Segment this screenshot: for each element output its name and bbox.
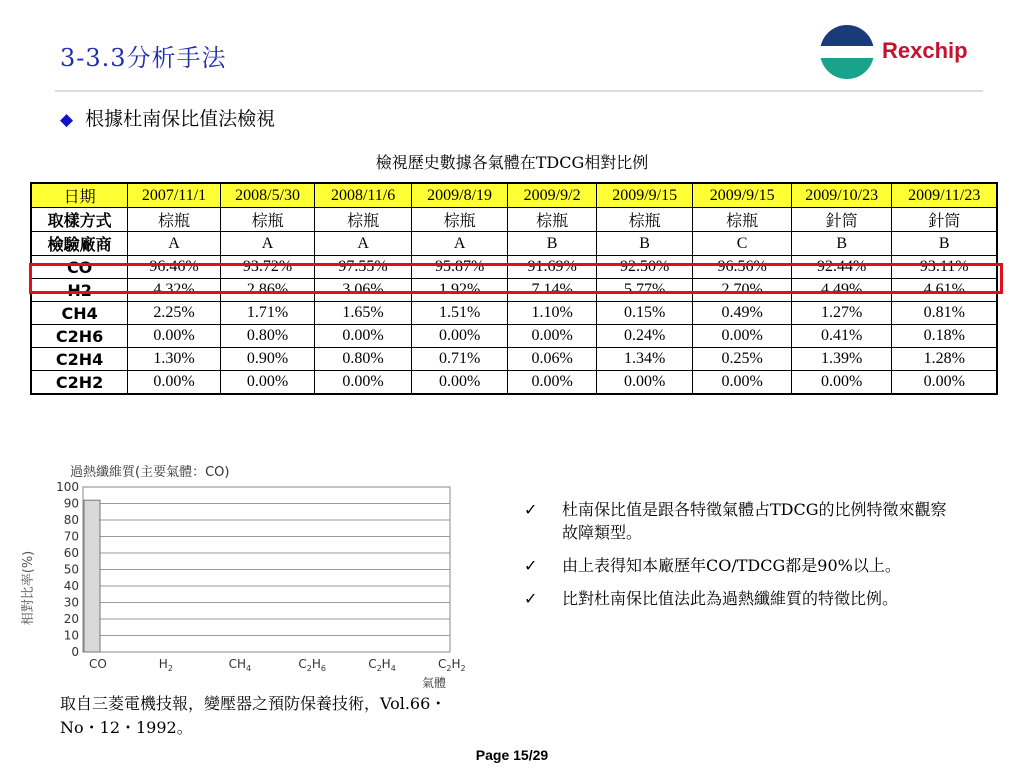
chart-x-axis-label: 氣體: [422, 676, 447, 690]
diamond-bullet-icon: ◆: [60, 110, 74, 130]
check-icon: ✓: [524, 500, 538, 519]
table-cell: 0.00%: [411, 371, 508, 395]
header-divider: [55, 90, 983, 92]
chart-y-axis-label: 相對比率(%): [21, 550, 36, 626]
table-cell: 4.32%: [128, 279, 221, 302]
date-header-cell: 2009/8/19: [411, 183, 508, 208]
table-caption: 檢視歷史數據各氣體在TDCG相對比例: [375, 153, 649, 172]
row-label-cell: CO: [31, 256, 128, 279]
table-cell: 0.18%: [892, 325, 997, 348]
table-cell: 4.49%: [791, 279, 892, 302]
table-cell: 0.06%: [508, 348, 597, 371]
table-cell: 0.41%: [791, 325, 892, 348]
table-cell: 0.81%: [892, 302, 997, 325]
x-tick-label: $C_2H_4$: [368, 657, 396, 673]
row-label-cell: C2H4: [31, 348, 128, 371]
table-cell: 1.71%: [220, 302, 315, 325]
table-cell: 0.80%: [315, 348, 412, 371]
y-tick-label: 40: [63, 579, 79, 593]
check-icon: ✓: [524, 556, 538, 575]
table-cell: 0.00%: [128, 371, 221, 395]
table-cell: 1.51%: [411, 302, 508, 325]
table-cell: 92.50%: [596, 256, 693, 279]
table-cell: 2.70%: [693, 279, 791, 302]
y-tick-label: 50: [63, 562, 79, 577]
table-cell: 91.69%: [508, 256, 597, 279]
table-row: [31, 208, 997, 232]
y-tick-label: 20: [63, 612, 79, 626]
table-cell: 針筒: [892, 208, 997, 232]
table-cell: 0.00%: [128, 325, 221, 348]
reference-citation: 取自三菱電機技報，變壓器之預防保養技術，Vol.66・No・12・1992。: [60, 694, 447, 737]
table-cell: A: [315, 232, 412, 256]
y-tick-label: 0: [71, 645, 79, 659]
row-label-cell: H2: [31, 279, 128, 302]
date-header-cell: 2007/11/1: [128, 183, 221, 208]
row-label-cell: C2H6: [31, 325, 128, 348]
table-row: [31, 371, 997, 395]
table-row: [31, 348, 997, 371]
table-cell: 0.80%: [220, 325, 315, 348]
table-cell: 1.39%: [791, 348, 892, 371]
table-row: [31, 279, 997, 302]
table-cell: 0.25%: [693, 348, 791, 371]
co-ratio-chart: [18, 456, 466, 690]
table-header-row: [31, 183, 997, 208]
x-tick-label: $C_2H_6$: [298, 657, 327, 673]
note-item: [524, 498, 954, 544]
chart-bar: [84, 500, 100, 652]
table-cell: 7.14%: [508, 279, 597, 302]
date-header-cell: 2008/11/6: [315, 183, 412, 208]
date-header-cell: 2008/5/30: [220, 183, 315, 208]
x-tick-label: $H_2$: [158, 657, 173, 673]
page-number: Page 15/29: [475, 747, 549, 763]
table-row: [31, 256, 997, 279]
row-label-cell: CH4: [31, 302, 128, 325]
rexchip-logo-mark: [818, 24, 876, 80]
note-text: 比對杜南保比值法此為過熱纖維質的特徵比例。: [562, 589, 899, 608]
table-cell: A: [220, 232, 315, 256]
gas-ratio-table: [30, 182, 998, 395]
y-tick-label: 80: [63, 513, 79, 527]
check-icon: ✓: [524, 589, 538, 608]
y-tick-label: 10: [63, 628, 79, 643]
table-cell: 0.00%: [508, 325, 597, 348]
table-cell: 0.00%: [315, 325, 412, 348]
table-cell: 95.87%: [411, 256, 508, 279]
table-cell: 1.65%: [315, 302, 412, 325]
date-header-cell: 2009/11/23: [892, 183, 997, 208]
note-item: [524, 587, 954, 610]
page-title: 3-3.3分析手法: [60, 44, 227, 72]
row-label-cell: C2H2: [31, 371, 128, 395]
table-cell: 4.61%: [892, 279, 997, 302]
table-cell: A: [411, 232, 508, 256]
section-bullet-text: 根據杜南保比值法檢視: [85, 108, 276, 130]
date-header-cell: 2009/9/15: [596, 183, 693, 208]
row-label-cell: 檢驗廠商: [31, 232, 128, 256]
table-cell: 92.44%: [791, 256, 892, 279]
table-cell: 棕瓶: [315, 208, 412, 232]
table-cell: 棕瓶: [411, 208, 508, 232]
table-cell: 2.86%: [220, 279, 315, 302]
y-tick-label: 30: [63, 595, 79, 610]
table-cell: 棕瓶: [596, 208, 693, 232]
rexchip-logo: [818, 24, 988, 80]
table-cell: 針筒: [791, 208, 892, 232]
table-cell: 97.55%: [315, 256, 412, 279]
notes-list: [524, 498, 954, 620]
chart-title: 過熱纖維質(主要氣體：CO): [70, 465, 230, 480]
date-header-cell: 2009/10/23: [791, 183, 892, 208]
table-cell: 93.72%: [220, 256, 315, 279]
table-cell: A: [128, 232, 221, 256]
row-label-cell: 取樣方式: [31, 208, 128, 232]
table-cell: 棕瓶: [128, 208, 221, 232]
table-cell: 0.00%: [411, 325, 508, 348]
table-cell: 3.06%: [315, 279, 412, 302]
y-tick-label: 90: [63, 496, 79, 511]
header-cell: 日期: [31, 183, 128, 208]
note-text: 由上表得知本廠歷年CO/TDCG都是90%以上。: [562, 556, 901, 575]
y-tick-label: 100: [56, 480, 79, 494]
x-tick-label: $CH_4$: [228, 657, 252, 673]
y-tick-label: 60: [63, 546, 79, 560]
note-text: 杜南保比值是跟各特徵氣體占TDCG的比例特徵來觀察故障類型。: [562, 500, 947, 542]
table-cell: 1.28%: [892, 348, 997, 371]
x-tick-label: $C_2H_2$: [438, 657, 466, 673]
note-item: [524, 554, 954, 577]
table-cell: 1.92%: [411, 279, 508, 302]
table-cell: 5.77%: [596, 279, 693, 302]
table-cell: B: [791, 232, 892, 256]
table-cell: 棕瓶: [220, 208, 315, 232]
table-cell: 96.56%: [693, 256, 791, 279]
date-header-cell: 2009/9/15: [693, 183, 791, 208]
table-cell: 1.10%: [508, 302, 597, 325]
x-tick-label: CO: [89, 657, 107, 671]
table-cell: 93.11%: [892, 256, 997, 279]
table-cell: 0.49%: [693, 302, 791, 325]
table-cell: 棕瓶: [508, 208, 597, 232]
table-cell: 1.34%: [596, 348, 693, 371]
table-cell: 1.27%: [791, 302, 892, 325]
y-tick-label: 70: [63, 529, 79, 544]
table-row: [31, 302, 997, 325]
table-cell: 棕瓶: [693, 208, 791, 232]
table-cell: 0.24%: [596, 325, 693, 348]
table-cell: 0.00%: [693, 371, 791, 395]
table-cell: B: [892, 232, 997, 256]
section-bullet: [60, 104, 275, 131]
table-cell: 1.30%: [128, 348, 221, 371]
table-cell: 0.00%: [791, 371, 892, 395]
table-cell: 0.90%: [220, 348, 315, 371]
table-cell: B: [508, 232, 597, 256]
table-cell: 0.71%: [411, 348, 508, 371]
table-cell: 0.00%: [596, 371, 693, 395]
table-row: [31, 325, 997, 348]
table-cell: 0.15%: [596, 302, 693, 325]
table-cell: C: [693, 232, 791, 256]
table-cell: 96.46%: [128, 256, 221, 279]
table-cell: 0.00%: [508, 371, 597, 395]
logo-text: Rexchip: [882, 38, 968, 63]
table-cell: 0.00%: [892, 371, 997, 395]
table-cell: 0.00%: [220, 371, 315, 395]
table-cell: 0.00%: [693, 325, 791, 348]
date-header-cell: 2009/9/2: [508, 183, 597, 208]
table-row: [31, 232, 997, 256]
table-cell: 2.25%: [128, 302, 221, 325]
table-cell: 0.00%: [315, 371, 412, 395]
table-cell: B: [596, 232, 693, 256]
